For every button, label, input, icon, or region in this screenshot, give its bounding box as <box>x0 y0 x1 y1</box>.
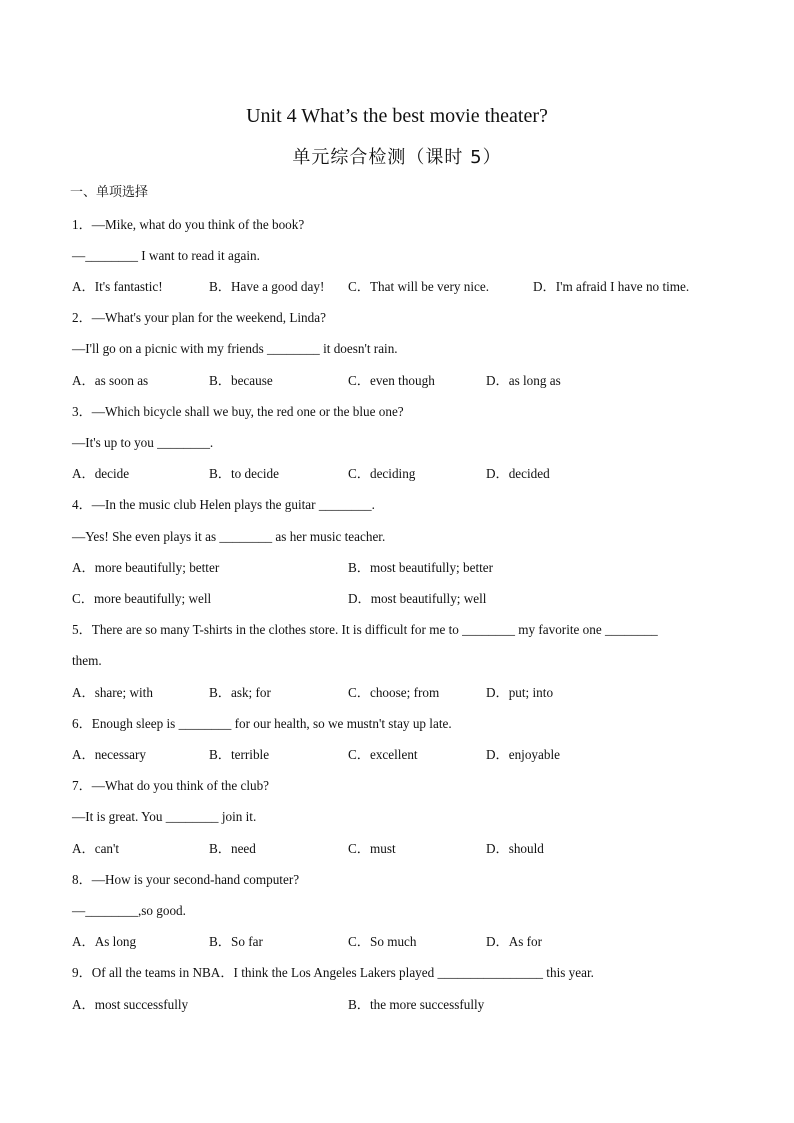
question-3-option-b: B．to decide <box>209 466 279 481</box>
question-8-option-d: D．As for <box>486 934 543 949</box>
question-9-option-a: A．most successfully <box>72 997 189 1012</box>
section-heading: 一、单项选择 <box>70 185 149 200</box>
question-3-response: —It's up to you ________. <box>72 435 214 450</box>
question-1-response: —________ I want to read it again. <box>72 248 260 263</box>
question-7-response: —It is great. You ________ join it. <box>72 809 257 824</box>
question-8-option-b: B．So far <box>209 934 263 949</box>
question-4-option-a: A．more beautifully; better <box>72 560 220 575</box>
question-5-stem-continued: them. <box>72 653 102 668</box>
question-5-option-d: D．put; into <box>486 685 554 700</box>
question-7-option-b: B．need <box>209 841 256 856</box>
question-6-option-a: A．necessary <box>72 747 146 762</box>
question-4-option-c: C．more beautifully; well <box>72 591 212 606</box>
question-7-option-a: A．can't <box>72 841 120 856</box>
question-6-option-d: D．enjoyable <box>486 747 560 762</box>
page-subtitle: 单元综合检测（课时 5） <box>292 147 502 168</box>
question-4-option-d: D．most beautifully; well <box>348 591 487 606</box>
question-7-stem: 7．—What do you think of the club? <box>72 778 270 793</box>
question-1-option-b: B．Have a good day! <box>209 279 325 294</box>
question-8-stem: 8．—How is your second-hand computer? <box>72 872 300 887</box>
question-7-option-d: D．should <box>486 841 544 856</box>
question-3-stem: 3．—Which bicycle shall we buy, the red one or the blue one? <box>72 404 404 419</box>
question-4-option-b: B．most beautifully; better <box>348 560 494 575</box>
question-1-stem: 1．—Mike, what do you think of the book? <box>72 217 305 232</box>
question-2-option-a: A．as soon as <box>72 373 149 388</box>
question-9-stem: 9．Of all the teams in NBA．I think the Los Angeles Lakers played ________________ this year. <box>72 965 594 980</box>
question-4-stem: 4．—In the music club Helen plays the guitar ________. <box>72 497 375 512</box>
question-2-option-c: C．even though <box>348 373 435 388</box>
question-2-option-d: D．as long as <box>486 373 561 388</box>
question-3-option-a: A．decide <box>72 466 130 481</box>
question-7-option-c: C．must <box>348 841 396 856</box>
question-8-option-c: C．So much <box>348 934 417 949</box>
question-6-stem: 6．Enough sleep is ________ for our health, so we mustn't stay up late. <box>72 716 452 731</box>
question-6-option-b: B．terrible <box>209 747 270 762</box>
question-1-option-a: A．It's fantastic! <box>72 279 163 294</box>
question-2-option-b: B．because <box>209 373 273 388</box>
question-3-option-d: D．decided <box>486 466 550 481</box>
question-1-option-c: C．That will be very nice. <box>348 279 489 294</box>
question-5-option-b: B．ask; for <box>209 685 271 700</box>
question-8-response: —________,so good. <box>72 903 186 918</box>
question-8-option-a: A．As long <box>72 934 137 949</box>
question-6-option-c: C．excellent <box>348 747 418 762</box>
question-5-option-a: A．share; with <box>72 685 153 700</box>
page-title: Unit 4 What’s the best movie theater? <box>246 105 548 127</box>
question-5-stem: 5．There are so many T-shirts in the clothes store. It is difficult for me to ________ my favorite one ________ <box>72 622 658 637</box>
question-3-option-c: C．deciding <box>348 466 416 481</box>
question-1-option-d: D．I'm afraid I have no time. <box>533 279 690 294</box>
question-4-response: —Yes! She even plays it as ________ as her music teacher. <box>72 529 386 544</box>
question-2-stem: 2．—What's your plan for the weekend, Linda? <box>72 310 326 325</box>
question-2-response: —I'll go on a picnic with my friends ________ it doesn't rain. <box>72 341 398 356</box>
question-5-option-c: C．choose; from <box>348 685 440 700</box>
question-9-option-b: B．the more successfully <box>348 997 485 1012</box>
